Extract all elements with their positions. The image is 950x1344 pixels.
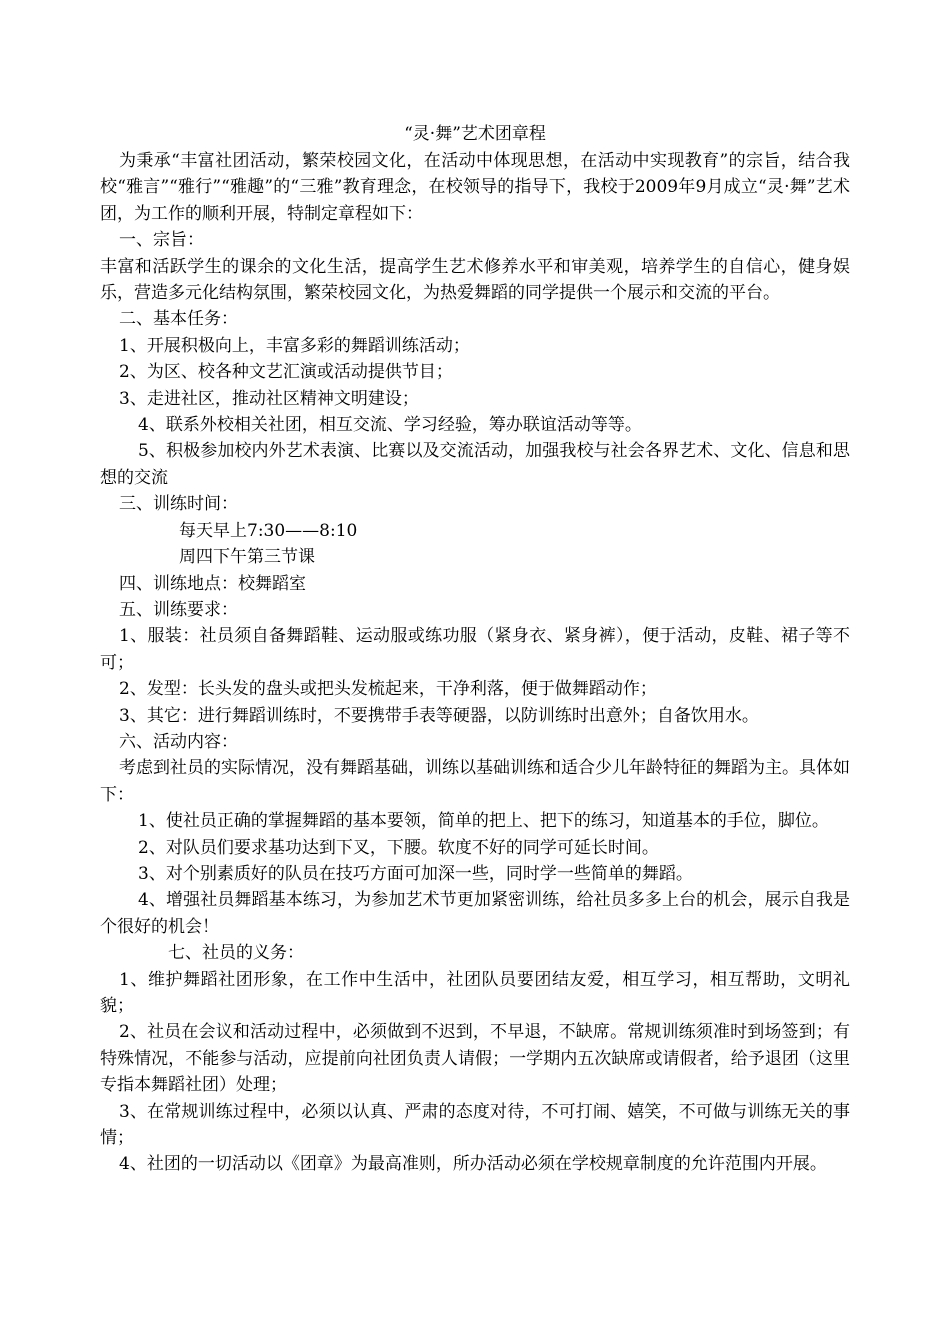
schedule-line: 每天早上7:30——8:10 xyxy=(179,520,358,541)
list-item: 1、使社员正确的掌握舞蹈的基本要领，简单的把上、把下的练习，知道基本的手位，脚位。 xyxy=(138,811,829,832)
section-heading: 一、宗旨： xyxy=(119,230,204,251)
list-item: 2、对队员们要求基功达到下叉，下腰。软度不好的同学可延长时间。 xyxy=(138,837,659,858)
section-heading: 三、训练时间： xyxy=(119,494,238,515)
list-item: 3、在常规训练过程中，必须以认真、严肃的态度对待，不可打闹、嬉笑，不可做与训练无关的事情； xyxy=(100,1101,850,1149)
list-item: 4、联系外校相关社团，相互交流、学习经验，筹办联谊活动等等。 xyxy=(138,415,642,436)
list-item: 4、增强社员舞蹈基本练习，为参加艺术节更加紧密训练，给社员多多上台的机会，展示自我是个很好的机会！ xyxy=(100,890,850,937)
document-body xyxy=(100,148,850,1178)
list-item: 1、维护舞蹈社团形象，在工作中生活中，社团队员要团结友爱，相互学习，相互帮助，文明礼貌； xyxy=(100,969,850,1016)
list-item: 2、为区、校各种文艺汇演或活动提供节目； xyxy=(119,362,453,383)
list-item: 2、发型：长头发的盘头或把头发梳起来，干净利落，便于做舞蹈动作； xyxy=(119,679,657,700)
paragraph: 丰富和活跃学生的课余的文化生活，提高学生艺术修养水平和审美观，培养学生的自信心，健身娱乐，营造多元化结构氛围，繁荣校园文化，为热爱舞蹈的同学提供一个展示和交流的平台。 xyxy=(100,256,850,304)
schedule-line: 周四下午第三节课 xyxy=(179,547,315,568)
list-item: 1、开展积极向上，丰富多彩的舞蹈训练活动； xyxy=(119,335,470,356)
list-item: 3、走进社区，推动社区精神文明建设； xyxy=(119,388,419,409)
document-title: “灵·舞”艺术团章程 xyxy=(404,124,546,144)
paragraph: 为秉承“丰富社团活动，繁荣校园文化，在活动中体现思想，在活动中实现教育”的宗旨，结合我校“雅言”“雅行”“雅趣”的“三雅”教育理念，在校领导的指导下，我校于2009年9月成立“灵·舞”艺术团，为工作的顺利开展，特制定章程如下： xyxy=(100,151,850,224)
section-heading: 七、社员的义务： xyxy=(168,943,304,964)
section-heading: 四、训练地点：校舞蹈室 xyxy=(119,573,306,594)
list-item: 2、社员在会议和活动过程中，必须做到不迟到，不早退，不缺席。常规训练须准时到场签到；有特殊情况，不能参与活动，应提前向社团负责人请假；一学期内五次缺席或请假者，给予退团（这里专指本舞蹈社团）处理； xyxy=(100,1022,850,1096)
list-item: 5、积极参加校内外艺术表演、比赛以及交流活动，加强我校与社会各界艺术、文化、信息和思想的交流 xyxy=(100,441,850,488)
section-heading: 六、活动内容： xyxy=(119,731,238,752)
section-heading: 五、训练要求： xyxy=(119,599,238,620)
list-item: 3、对个别素质好的队员在技巧方面可加深一些，同时学一些简单的舞蹈。 xyxy=(138,863,693,884)
paragraph: 考虑到社员的实际情况，没有舞蹈基础，训练以基础训练和适合少儿年龄特征的舞蹈为主。具体如下： xyxy=(100,758,850,805)
list-item: 1、服装：社员须自备舞蹈鞋、运动服或练功服（紧身衣、紧身裤），便于活动，皮鞋、裙子等不可； xyxy=(100,626,850,673)
list-item: 4、社团的一切活动以《团章》为最高准则，所办活动必须在学校规章制度的允许范围内开展。 xyxy=(119,1154,827,1175)
section-heading: 二、基本任务： xyxy=(119,309,238,330)
list-item: 3、其它：进行舞蹈训练时，不要携带手表等硬器，以防训练时出意外；自备饮用水。 xyxy=(119,705,759,726)
